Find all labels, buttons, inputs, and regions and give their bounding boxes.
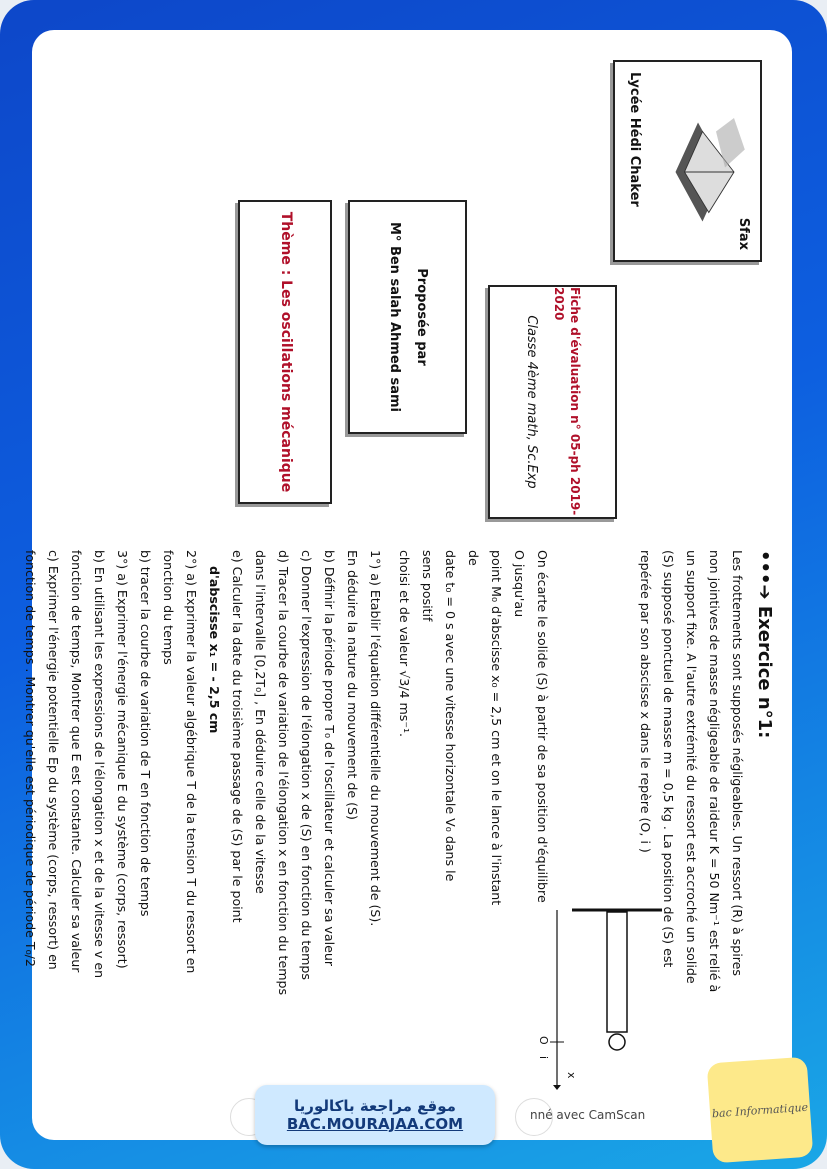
question-line: 2°) a) Exprimer la valeur algébrique T de la tension T du ressort en [184, 550, 199, 974]
question-line: e) Calculer la date du troisième passage de (S) par le point [230, 550, 245, 923]
site-arabic-name: موقع مراجعة باكالوريا [294, 1097, 456, 1115]
exercise-title: •••➔ Exercice n°1: [754, 550, 775, 739]
intro2-line: point M₀ d'abscisse x₀ = 2,5 cm et on le lance à l'instant de [466, 550, 504, 906]
school-name: Lycée Hédi Chaker [627, 72, 643, 207]
question-line: b) tracer la courbe de variation de T en fonction de temps [138, 550, 153, 917]
intro-line: un support fixe. A l'autre extrémité du ressort est accroché un solide [684, 550, 699, 984]
intro2-line: On écarte le solide (S) à partir de sa position d'équilibre O jusqu'au [512, 550, 550, 903]
fiche-box [488, 285, 617, 519]
intro-line: Les frottements sont supposés négligeables. Un ressort (R) à spires [730, 550, 745, 976]
school-city: Sfax [736, 217, 751, 250]
intro2-line: choisi et de valeur √3/4 ms⁻¹. [397, 550, 412, 738]
origin-label: O [537, 1036, 550, 1045]
book-logo-icon [662, 112, 752, 232]
scanned-page [23, 30, 792, 1140]
fiche-class: Classe 4ème math, Sc.Exp [523, 315, 539, 489]
author-name: M° Ben salah Ahmed sami [387, 221, 403, 412]
bac-informatique-badge: bac Informatique [707, 1057, 814, 1164]
question-line: 1°) a) Etablir l'équation différentielle du mouvement de (S). [368, 550, 383, 927]
school-box [613, 60, 762, 262]
question-line: c) Exprimer l'énergie potentielle Ep du système (corps, ressort) en [46, 550, 61, 970]
question-line: 3°) a) Exprimer l'énergie mécanique E du système (corps, ressort) [115, 550, 130, 969]
question-line: fonction de temps . Montrer qu'elle est périodique de période T₀/2 [23, 550, 38, 967]
camscanner-watermark: nné avec CamScan [530, 1108, 646, 1122]
question-line: d'abscisse x₁ = - 2,5 cm [207, 566, 222, 734]
question-line: En déduire la nature du mouvement de (S) [345, 550, 360, 820]
question-line: dans l'intervalle [0,2T₀] , En déduire celle de la vitesse [253, 550, 268, 894]
site-badge[interactable] [255, 1085, 495, 1145]
intro2-line: date t₀ = 0 s avec une vitesse horizontale V₀ dans le sens positif [420, 550, 458, 882]
fiche-title: Fiche d'évaluation n° 05-ph 2019-2020 [551, 287, 583, 516]
question-line: c) Donner l'expression de l'élongation x de (S) en fonction du temps [299, 550, 314, 980]
spring-diagram [522, 900, 682, 1090]
question-line: b) En utilisant les expressions de l'élongation x et de la vitesse v en [92, 550, 107, 979]
author-box [348, 200, 467, 434]
theme-title: Thème : Les oscillations mécanique [277, 211, 294, 493]
axis-label: x [565, 1072, 578, 1079]
unit-vector-label: i [537, 1056, 550, 1060]
rotated-content [23, 30, 792, 1140]
intro-line: (S) supposé ponctuel de masse m = 0,5 kg . La position de (S) est [661, 550, 676, 968]
intro-line: repérée par son abscisse x dans le repère (O, i ) [638, 550, 653, 853]
site-url-link[interactable]: BAC.MOURAJAA.COM [286, 1115, 464, 1133]
question-line: b) Définir la période propre T₀ de l'oscillateur et calculer sa valeur [322, 550, 337, 967]
question-line: fonction du temps [161, 550, 176, 665]
spring-figure [522, 900, 682, 1090]
question-line: d) Tracer la courbe de variation de l'élongation x en fonction du temps [276, 550, 291, 996]
question-line: fonction de temps, Montrer que E est constante. Calculer sa valeur [69, 550, 84, 973]
author-label: Proposée par [413, 268, 429, 366]
intro-line: non jointives de masse négligeable de raideur K = 50 Nm⁻¹ est relié à [707, 550, 722, 993]
theme-box [238, 200, 332, 504]
